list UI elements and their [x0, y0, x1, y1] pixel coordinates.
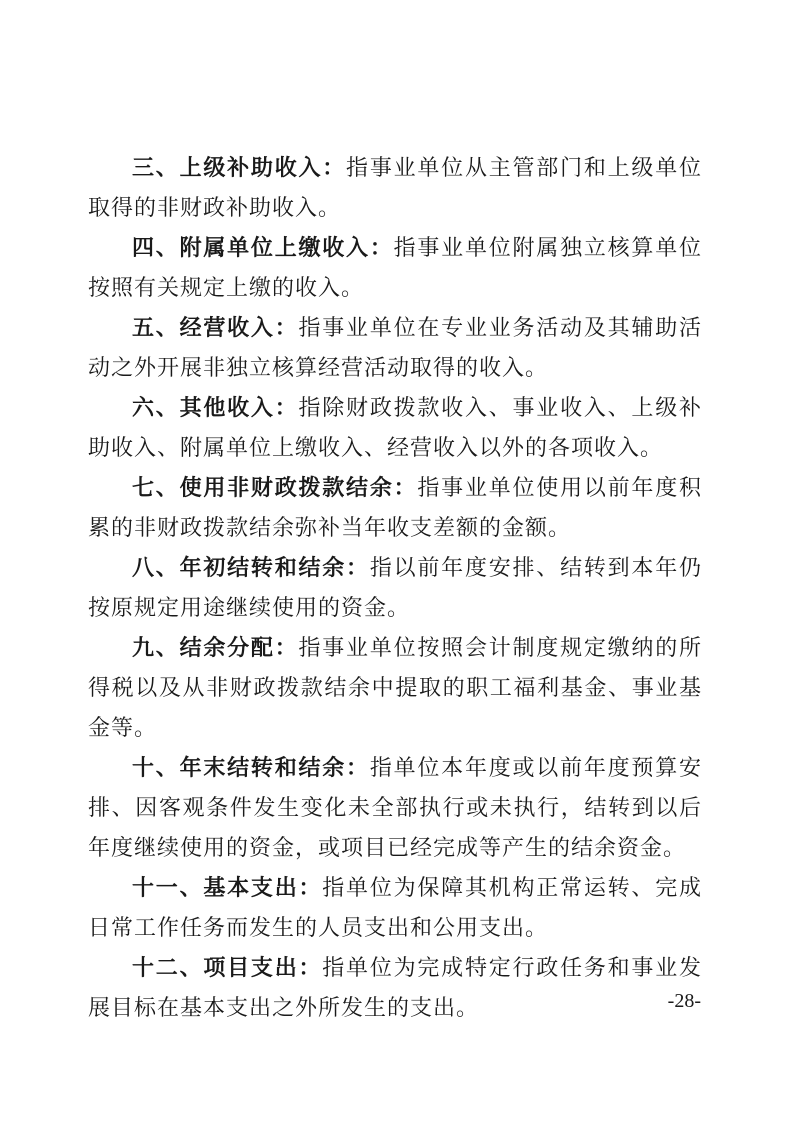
definition-paragraph: [88, 868, 702, 948]
definition-text: 指单位为完成特定行政任务和事业发展目标在基本支出之外所发生的支出。: [88, 955, 702, 1020]
definitions-list: [88, 148, 702, 1028]
definition-paragraph: [88, 308, 702, 388]
term-label: 七、使用非财政拨款结余：: [132, 475, 418, 500]
definition-paragraph: [88, 468, 702, 548]
definition-text: 指除财政拨款收入、事业收入、上级补助收入、附属单位上缴收入、经营收入以外的各项收入。: [88, 395, 702, 460]
definition-text: 指事业单位按照会计制度规定缴纳的所得税以及从非财政拨款结余中提取的职工福利基金、事业基金等。: [88, 635, 702, 740]
term-label: 五、经营收入：: [132, 315, 299, 340]
definition-paragraph: [88, 388, 702, 468]
definition-text: 指事业单位使用以前年度积累的非财政拨款结余弥补当年收支差额的金额。: [88, 475, 702, 540]
definition-paragraph: [88, 148, 702, 228]
definition-paragraph: [88, 228, 702, 308]
definition-text: 指以前年度安排、结转到本年仍按原规定用途继续使用的资金。: [88, 555, 702, 620]
term-label: 十一、基本支出：: [132, 875, 323, 900]
term-label: 十二、项目支出：: [132, 955, 323, 980]
term-label: 三、上级补助收入：: [132, 155, 347, 180]
definition-text: 指单位为保障其机构正常运转、完成日常工作任务而发生的人员支出和公用支出。: [88, 875, 702, 940]
definition-text: 指事业单位从主管部门和上级单位取得的非财政补助收入。: [88, 155, 702, 220]
definition-paragraph: [88, 948, 702, 1028]
definition-paragraph: [88, 748, 702, 868]
definition-text: 指单位本年度或以前年度预算安排、因客观条件发生变化未全部执行或未执行，结转到以后年度继续使用的资金，或项目已经完成等产生的结余资金。: [88, 755, 702, 860]
definition-text: 指事业单位在专业业务活动及其辅助活动之外开展非独立核算经营活动取得的收入。: [88, 315, 702, 380]
term-label: 九、结余分配：: [132, 635, 299, 660]
term-label: 六、其他收入：: [132, 395, 299, 420]
page-number: -28-: [667, 990, 701, 1012]
definition-paragraph: [88, 548, 702, 628]
term-label: 八、年初结转和结余：: [132, 555, 370, 580]
term-label: 四、附属单位上缴收入：: [132, 235, 394, 260]
term-label: 十、年末结转和结余：: [132, 755, 370, 780]
definition-text: 指事业单位附属独立核算单位按照有关规定上缴的收入。: [88, 235, 702, 300]
definition-paragraph: [88, 628, 702, 748]
